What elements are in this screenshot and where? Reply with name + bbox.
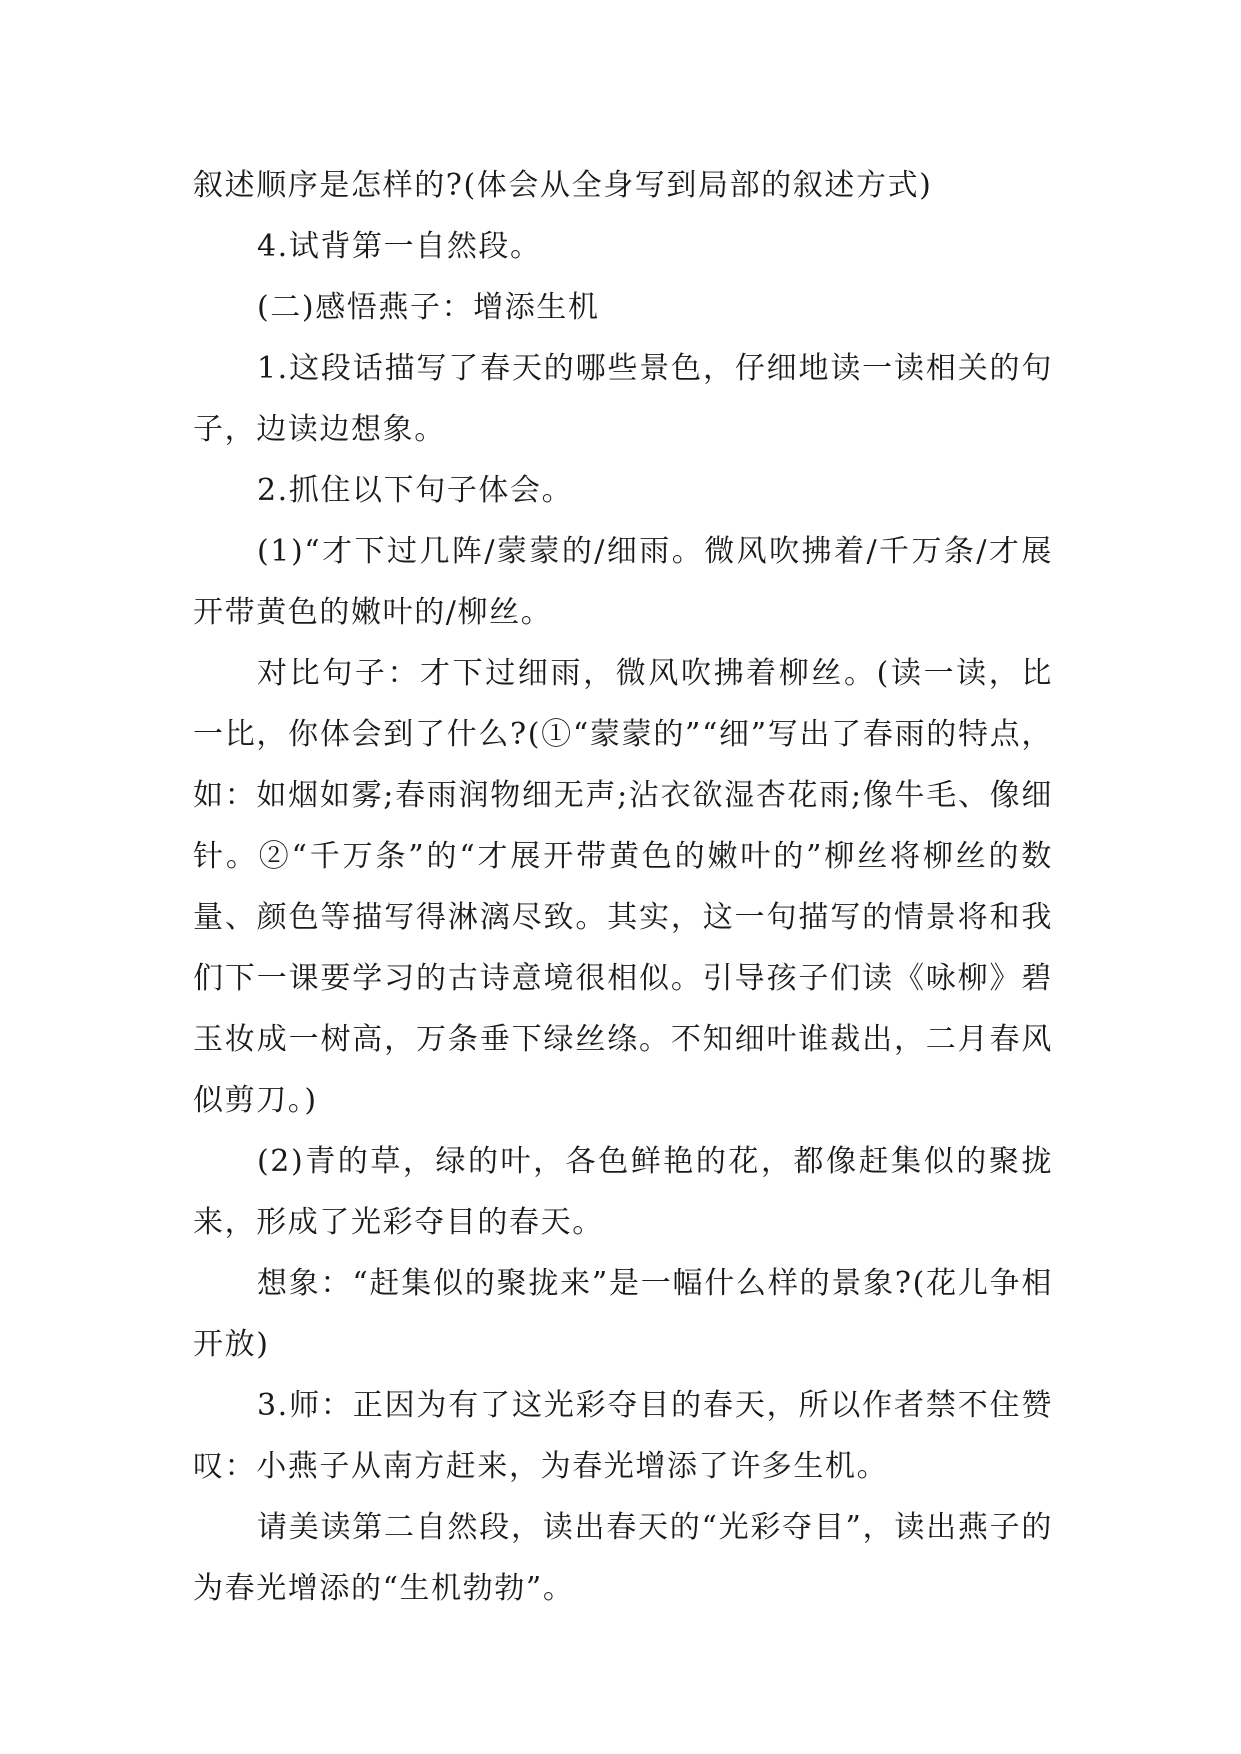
paragraph-sentence-1: (1)“才下过几阵/蒙蒙的/细雨。微风吹拂着/千万条/才展开带黄色的嫩叶的/柳丝。 [193,534,1053,630]
paragraph-step-2: 2.抓住以下句子体会。 [257,473,574,508]
paragraph-step-4: 4.试背第一自然段。 [257,229,542,264]
section-heading-swallow: (二)感悟燕子：增添生机 [257,290,600,325]
paragraph-step-3: 3.师：正因为有了这光彩夺目的春天，所以作者禁不住赞叹：小燕子从南方赶来，为春光增添了许多生机。 [193,1388,1053,1484]
paragraph-imagine: 想象：“赶集似的聚拢来”是一幅什么样的景象?(花儿争相开放) [193,1266,1053,1362]
paragraph-narration-order: 叙述顺序是怎样的?(体会从全身写到局部的叙述方式) [193,168,933,203]
paragraph-read-aloud: 请美读第二自然段，读出春天的“光彩夺目”，读出燕子的为春光增添的“生机勃勃”。 [193,1510,1053,1606]
document-body [193,155,1053,1619]
paragraph-sentence-2: (2)青的草，绿的叶，各色鲜艳的花，都像赶集似的聚拢来，形成了光彩夺目的春天。 [193,1144,1053,1240]
paragraph-compare-sentence: 对比句子：才下过细雨，微风吹拂着柳丝。(读一读，比一比，你体会到了什么?(①“蒙蒙的”“细”写出了春雨的特点，如：如烟如雾;春雨润物细无声;沾衣欲湿杏花雨;像牛毛、像细针。②“千万条”的“才展开带黄色的嫩叶的”柳丝将柳丝的数量、颜色等描写得淋漓尽致。其实，这一句描写的情景将和我们下一课要学习的古诗意境很相似。引导孩子们读《咏柳》碧玉妆成一树高，万条垂下绿丝绦。不知细叶谁裁出，二月春风似剪刀。) [193,656,1053,1118]
paragraph-step-1: 1.这段话描写了春天的哪些景色，仔细地读一读相关的句子，边读边想象。 [193,351,1053,447]
